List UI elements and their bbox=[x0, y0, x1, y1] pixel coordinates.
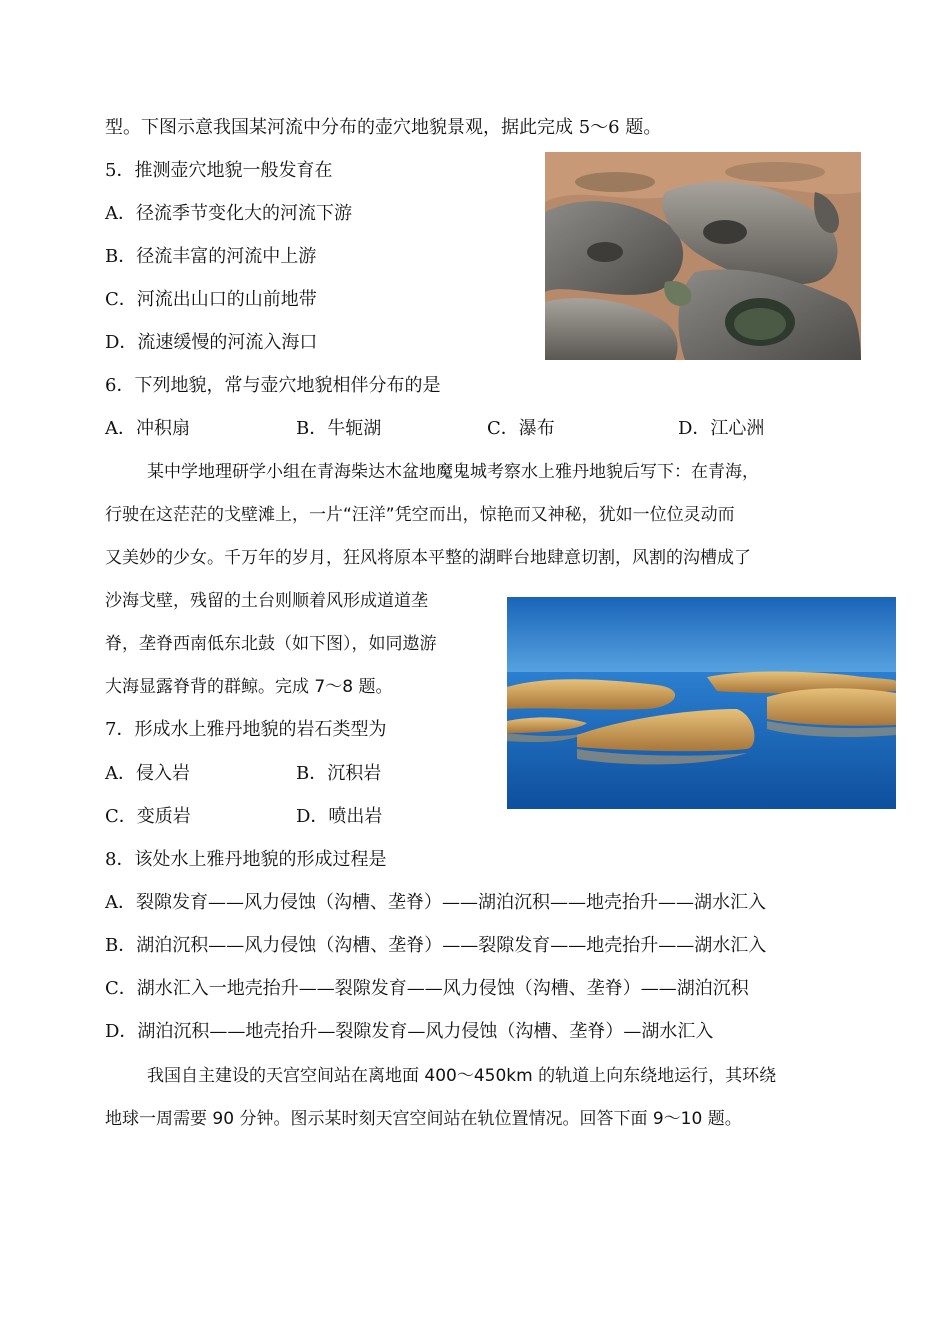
q5-option-b: B．径流丰富的河流中上游 bbox=[105, 246, 317, 267]
q7-option-d: D．喷出岩 bbox=[296, 806, 383, 827]
question-5-stem: 5．推测壶穴地貌一般发育在 bbox=[105, 160, 333, 181]
question-8-stem: 8．该处水上雅丹地貌的形成过程是 bbox=[105, 849, 387, 870]
passage2-line-3: 又美妙的少女。千万年的岁月，狂风将原本平整的湖畔台地肆意切割，风割的沟槽成了 bbox=[105, 548, 751, 568]
q5-option-a: A．径流季节变化大的河流下游 bbox=[105, 203, 352, 224]
q6-option-a: A．冲积扇 bbox=[105, 418, 190, 439]
q6-option-d: D．江心洲 bbox=[678, 418, 765, 439]
question-7-stem: 7．形成水上雅丹地貌的岩石类型为 bbox=[105, 719, 387, 740]
q8-option-d: D．湖泊沉积——地壳抬升—裂隙发育—风力侵蚀（沟槽、垄脊）—湖水汇入 bbox=[105, 1021, 714, 1042]
q5-option-d: D．流速缓慢的河流入海口 bbox=[105, 332, 318, 353]
q7-option-c: C．变质岩 bbox=[105, 806, 191, 827]
q8-option-c: C．湖水汇入一地壳抬升——裂隙发育——风力侵蚀（沟槽、垄脊）——湖泊沉积 bbox=[105, 978, 749, 999]
pothole-landform-photo bbox=[545, 152, 861, 360]
q7-option-b: B．沉积岩 bbox=[296, 763, 382, 784]
question-6-stem: 6．下列地貌，常与壶穴地貌相伴分布的是 bbox=[105, 375, 441, 396]
q8-option-b: B．湖泊沉积——风力侵蚀（沟槽、垄脊）——裂隙发育——地壳抬升——湖水汇入 bbox=[105, 935, 767, 956]
passage3-line-2: 地球一周需要 90 分钟。图示某时刻天宫空间站在轨位置情况。回答下面 9～10 题。 bbox=[105, 1109, 742, 1129]
passage2-line-6: 大海显露脊背的群鲸。完成 7～8 题。 bbox=[105, 677, 393, 697]
passage3-line-1: 我国自主建设的天宫空间站在离地面 400～450km 的轨道上向东绕地运行，其环绕 bbox=[147, 1066, 777, 1086]
passage2-line-1: 某中学地理研学小组在青海柴达木盆地魔鬼城考察水上雅丹地貌后写下：在青海， bbox=[147, 462, 759, 482]
q8-option-a: A．裂隙发育——风力侵蚀（沟槽、垄脊）——湖泊沉积——地壳抬升——湖水汇入 bbox=[105, 892, 766, 913]
passage2-line-4: 沙海戈壁，残留的土台则顺着风形成道道垄 bbox=[105, 591, 428, 611]
passage2-line-5: 脊，垄脊西南低东北鼓（如下图），如同遨游 bbox=[105, 634, 437, 654]
passage2-line-2: 行驶在这茫茫的戈壁滩上，一片“汪洋”凭空而出，惊艳而又神秘，犹如一位位灵动而 bbox=[105, 505, 735, 525]
q6-option-b: B．牛轭湖 bbox=[296, 418, 382, 439]
q7-option-a: A．侵入岩 bbox=[105, 763, 190, 784]
water-yardang-photo bbox=[507, 597, 896, 809]
q5-option-c: C．河流出山口的山前地带 bbox=[105, 289, 317, 310]
q6-option-c: C．瀑布 bbox=[487, 418, 555, 439]
intro-text: 型。下图示意我国某河流中分布的壶穴地貌景观，据此完成 5～6 题。 bbox=[105, 117, 662, 138]
